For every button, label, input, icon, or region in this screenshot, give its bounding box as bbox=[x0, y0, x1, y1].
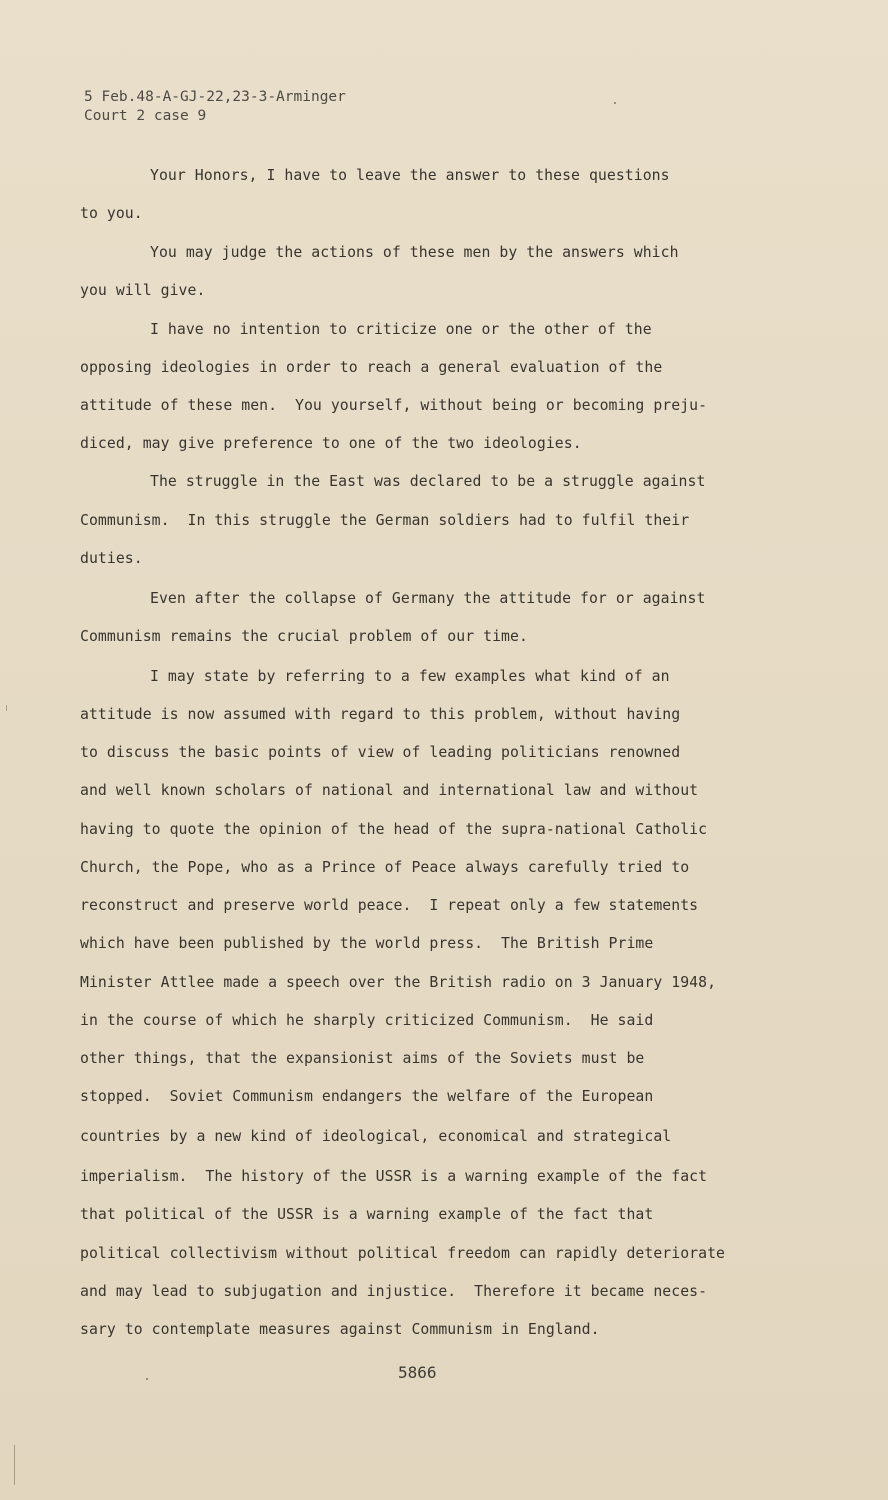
text-line: The struggle in the East was declared to be a struggle against bbox=[150, 473, 706, 490]
paper-speck bbox=[146, 1378, 148, 1380]
document-header bbox=[84, 88, 346, 126]
header-court-case: Court 2 case 9 bbox=[84, 108, 207, 124]
text-line: opposing ideologies in order to reach a general evaluation of the bbox=[80, 359, 663, 376]
text-line: to you. bbox=[80, 205, 143, 222]
text-line: other things, that the expansionist aims of the Soviets must be bbox=[80, 1050, 645, 1067]
text-line: stopped. Soviet Communism endangers the welfare of the European bbox=[80, 1088, 654, 1105]
text-line: Church, the Pope, who as a Prince of Peace always carefully tried to bbox=[80, 859, 690, 876]
text-line: Even after the collapse of Germany the attitude for or against bbox=[150, 590, 706, 607]
text-line: countries by a new kind of ideological, economical and strategical bbox=[80, 1128, 672, 1145]
paper-speck bbox=[614, 102, 616, 104]
text-line: Your Honors, I have to leave the answer to these questions bbox=[150, 167, 670, 184]
text-line: imperialism. The history of the USSR is a warning example of the fact bbox=[80, 1168, 708, 1185]
text-line: I may state by referring to a few examples what kind of an bbox=[150, 668, 670, 685]
text-line: You may judge the actions of these men by the answers which bbox=[150, 244, 679, 261]
text-line: attitude of these men. You yourself, without being or becoming preju- bbox=[80, 397, 708, 414]
text-line: I have no intention to criticize one or the other of the bbox=[150, 321, 652, 338]
text-line: and may lead to subjugation and injustice. Therefore it became neces- bbox=[80, 1283, 708, 1300]
text-line: having to quote the opinion of the head of the supra-national Catholic bbox=[80, 821, 708, 838]
text-line: that political of the USSR is a warning example of the fact that bbox=[80, 1206, 654, 1223]
page-number: 5866 bbox=[398, 1363, 437, 1382]
text-line: and well known scholars of national and international law and without bbox=[80, 782, 699, 799]
text-line: Minister Attlee made a speech over the British radio on 3 January 1948, bbox=[80, 974, 717, 991]
text-line: reconstruct and preserve world peace. I repeat only a few statements bbox=[80, 897, 699, 914]
margin-mark bbox=[14, 1445, 15, 1485]
text-line: political collectivism without political freedom can rapidly deteriorate bbox=[80, 1245, 726, 1262]
text-line: in the course of which he sharply criticized Communism. He said bbox=[80, 1012, 654, 1029]
text-line: Communism remains the crucial problem of our time. bbox=[80, 628, 528, 645]
text-line: diced, may give preference to one of the two ideologies. bbox=[80, 435, 582, 452]
text-line: which have been published by the world press. The British Prime bbox=[80, 935, 654, 952]
text-line: Communism. In this struggle the German soldiers had to fulfil their bbox=[80, 512, 690, 529]
text-line: attitude is now assumed with regard to this problem, without having bbox=[80, 706, 681, 723]
text-line: duties. bbox=[80, 550, 143, 567]
text-line: you will give. bbox=[80, 282, 206, 299]
margin-mark bbox=[6, 705, 7, 711]
text-line: to discuss the basic points of view of leading politicians renowned bbox=[80, 744, 681, 761]
text-line: sary to contemplate measures against Communism in England. bbox=[80, 1321, 600, 1338]
header-case-reference: 5 Feb.48-A-GJ-22,23-3-Arminger bbox=[84, 89, 346, 105]
